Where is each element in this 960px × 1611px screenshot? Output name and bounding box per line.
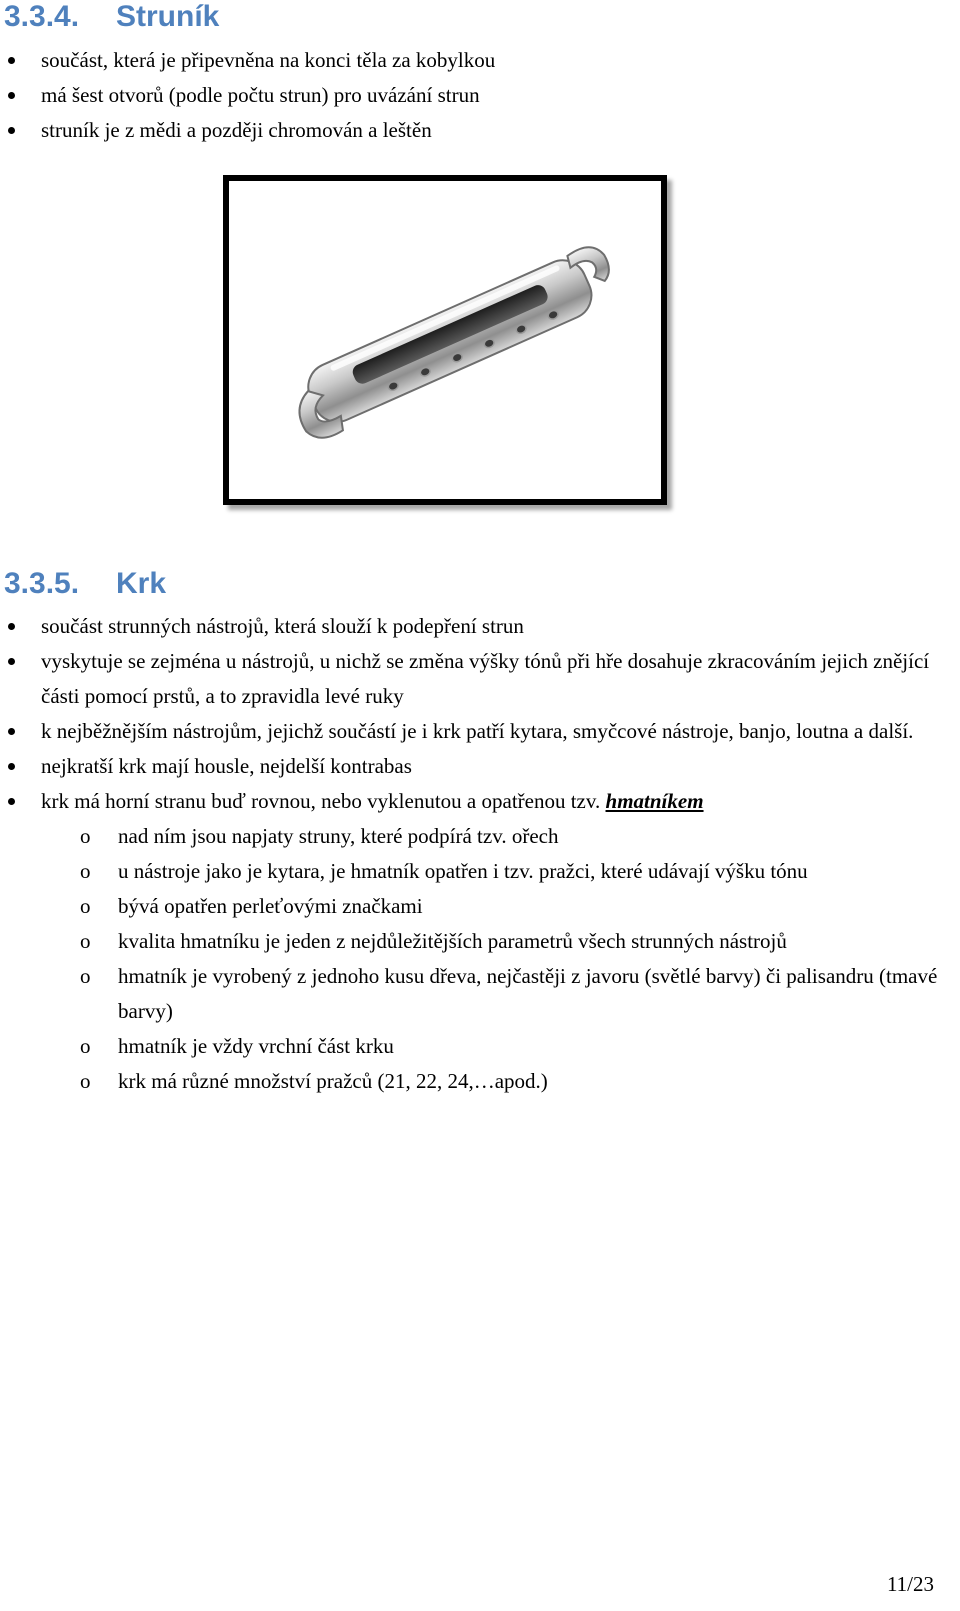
- bullet-icon: [8, 658, 15, 665]
- circle-bullet: o: [80, 824, 91, 848]
- list-item: nejkratší krk mají housle, nejdelší kontrabas: [0, 749, 941, 784]
- bullet-icon: [8, 728, 15, 735]
- sub-list-item: o u nástroje jako je kytara, je hmatník opatřen i tzv. pražci, které udávají výšku tónu: [0, 854, 948, 889]
- sub-list-item: o nad ním jsou napjaty struny, které podpírá tzv. ořech: [0, 819, 948, 854]
- section-title: Krk: [116, 567, 167, 600]
- section-number: 3.3.5.: [4, 567, 80, 600]
- list-item: vyskytuje se zejména u nástrojů, u nichž se změna výšky tónů při hře dosahuje zkracováním jejich znějící části pomocí prstů, a to zpravidla levé ruky: [0, 644, 941, 714]
- sub-list-item: o bývá opatřen perleťovými značkami: [0, 889, 948, 924]
- list-item: součást strunných nástrojů, která slouží k podepření strun: [0, 609, 941, 644]
- list-item: součást, která je připevněna na konci těla za kobylkou: [0, 43, 941, 78]
- circle-bullet: o: [80, 894, 91, 918]
- section-heading-krk: [4, 567, 166, 601]
- tailpiece-illustration: [229, 181, 661, 499]
- bullet-list-krk: [0, 609, 948, 1099]
- section-heading-struník: [4, 0, 219, 34]
- list-item: struník je z mědi a později chromován a leštěn: [0, 113, 941, 148]
- sub-list-item: o krk má různé množství pražců (21, 22, 24,…apod.): [0, 1064, 948, 1099]
- circle-bullet: o: [80, 1069, 91, 1093]
- bullet-icon: [8, 763, 15, 770]
- circle-bullet: o: [80, 964, 91, 988]
- emphasized-term: hmatníkem: [605, 789, 704, 813]
- bullet-icon: [8, 798, 15, 805]
- bullet-icon: [8, 92, 15, 99]
- bullet-icon: [8, 57, 15, 64]
- section-title: Struník: [116, 0, 220, 33]
- list-item: k nejběžnějším nástrojům, jejichž součástí je i krk patří kytara, smyčcové nástroje, banjo, loutna a další.: [0, 714, 941, 749]
- sub-list-item: o hmatník je vždy vrchní část krku: [0, 1029, 948, 1064]
- section-number: 3.3.4.: [4, 0, 80, 33]
- circle-bullet: o: [80, 1034, 91, 1058]
- bullet-icon: [8, 623, 15, 630]
- bullet-icon: [8, 127, 15, 134]
- circle-bullet: o: [80, 929, 91, 953]
- list-item: krk má horní stranu buď rovnou, nebo vyklenutou a opatřenou tzv. hmatníkem: [0, 784, 941, 819]
- circle-bullet: o: [80, 859, 91, 883]
- page-number: 11/23: [886, 1572, 934, 1596]
- bullet-list-struník: [0, 43, 941, 148]
- sub-list-item: o kvalita hmatníku je jeden z nejdůležitějších parametrů všech strunných nástrojů: [0, 924, 948, 959]
- tailpiece-figure: [223, 175, 667, 505]
- sub-list-item: o hmatník je vyrobený z jednoho kusu dřeva, nejčastěji z javoru (světlé barvy) či palisandru (tmavé barvy): [0, 959, 948, 1029]
- list-item: má šest otvorů (podle počtu strun) pro uvázání strun: [0, 78, 941, 113]
